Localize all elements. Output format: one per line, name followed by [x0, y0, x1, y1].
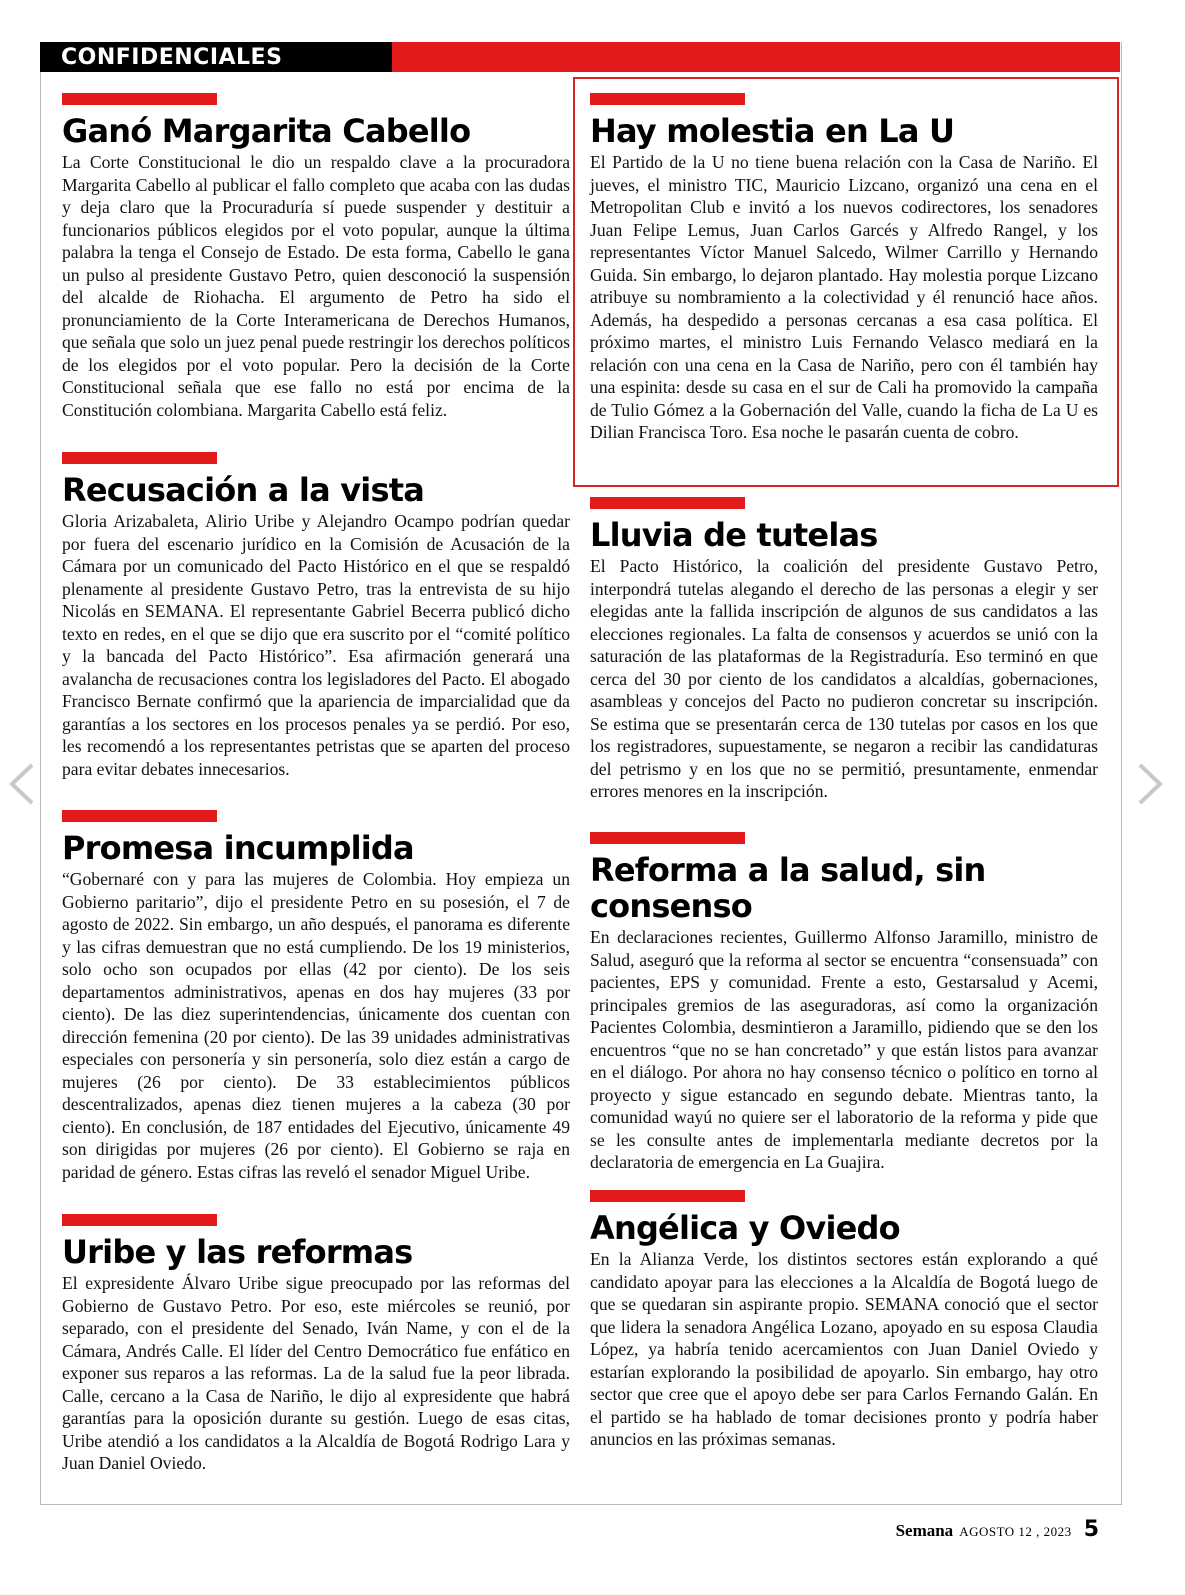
article-accent-bar [62, 810, 217, 822]
issue-date: AGOSTO 12 , 2023 [959, 1524, 1072, 1539]
article-recusacion-a-la-vista [62, 452, 570, 780]
article-body: En la Alianza Verde, los distintos sectores están explorando a qué candidato apoyar para las elecciones a la Alcaldía de Bogotá luego de que se quedaran sin aspirante propio. SEMANA conoció que el sector que lidera la senadora Angélica Lozano, apoyado en su esposa Claudia López, ya habría tenido acercamientos con Juan Daniel Oviedo y estarían explorando la posibilidad de apoyarlo. Sin embargo, hay otro sector que cree que el apoyo debe ser para Carlos Fernando Galán. En el partido se ha hablado de tomar decisiones pronto y podría haber anuncios en las próximas semanas. [590, 1249, 1098, 1449]
article-uribe-y-las-reformas [62, 1214, 570, 1475]
section-title: CONFIDENCIALES [61, 45, 283, 70]
magazine-name: Semana [895, 1521, 954, 1540]
article-promesa-incumplida [62, 810, 570, 1183]
article-title: Reforma a la salud, sin consenso [590, 851, 986, 925]
article-body: El Partido de la U no tiene buena relación con la Casa de Nariño. El jueves, el ministro TIC, Mauricio Lizcano, organizó una cena en el Metropolitan Club e invitó a los nuevos codirectores, los senadores Juan Felipe Lemus, Juan Carlos Garcés y Alfredo Rangel, y los representantes Víctor Manuel Salcedo, Wilmer Carrillo y Hernando Guida. Sin embargo, lo dejaron plantado. Hay molestia porque Lizcano atribuye su nombramiento a la colectividad y él renunció hace años. Además, ha despedido a personas cercanas a esa casa política. El próximo martes, el ministro Luis Fernando Velasco mediará en la relación con una cena en la Casa de Nariño, pero con él también hay una espinita: desde su casa en el sur de Cali ha promovido la campaña de Tulio Gómez a la Gobernación del Valle, cuando la ficha de La U es Dilian Francisca Toro. Esa noche le pasarán cuenta de cobro. [590, 152, 1098, 442]
article-reforma-a-la-salud [590, 832, 1098, 1174]
article-gano-margarita-cabello [62, 93, 570, 421]
article-body: La Corte Constitucional le dio un respaldo clave a la procuradora Margarita Cabello al publicar el fallo completo que acaba con las dudas y deja claro que la Procuraduría sí puede suspender y destituir a funcionarios públicos elegidos por el voto popular, aunque la última palabra la tenga el Consejo de Estado. De esta forma, Cabello le gana un pulso al presidente Gustavo Petro, quien desconoció la suspensión del alcalde de Riohacha. El argumento de Petro ha sido el pronunciamiento de la Corte Interamericana de Derechos Humanos, que señala que solo un juez penal puede restringir los derechos políticos de los elegidos por el voto popular. Pero la decisión de la Corte Constitucional señala que ese fallo no está por encima de la Constitución colombiana. Margarita Cabello está feliz. [62, 152, 570, 420]
article-title: Recusación a la vista [62, 471, 424, 509]
chevron-right-icon [1132, 762, 1166, 806]
article-lluvia-de-tutelas [590, 497, 1098, 803]
next-page-button[interactable] [1132, 762, 1166, 806]
article-accent-bar [62, 1214, 217, 1226]
article-body: El Pacto Histórico, la coalición del presidente Gustavo Petro, interpondrá tutelas alegando el derecho de las personas a elegir y ser elegidas ante la fallida inscripción de algunos de sus candidatos a las elecciones regionales. La falta de consensos y acuerdos se unió con la saturación de las plataformas de la Registraduría. Eso terminó en que cerca del 30 por ciento de los candidatos a alcaldías, gobernaciones, asambleas y concejos del Pacto no pudieron concretar su inscripción. Se estima que se presentarán cerca de 130 tutelas por casos en los que los registradores, supuestamente, se negaron a recibir las candidaturas del petrismo y en los que no se permitió, presuntamente, enmendar errores menores en la inscripción. [590, 556, 1098, 801]
article-hay-molestia-en-la-u [590, 93, 1098, 444]
article-accent-bar [590, 832, 745, 844]
section-header-red [392, 42, 1120, 72]
article-title: Uribe y las reformas [62, 1233, 413, 1271]
article-accent-bar [590, 497, 745, 509]
chevron-left-icon [6, 762, 40, 806]
article-accent-bar [590, 1190, 745, 1202]
page-footer [896, 1517, 1099, 1542]
article-title: Lluvia de tutelas [590, 516, 878, 554]
article-angelica-y-oviedo [590, 1190, 1098, 1451]
page-number: 5 [1083, 1517, 1099, 1542]
article-body: En declaraciones recientes, Guillermo Alfonso Jaramillo, ministro de Salud, aseguró que la reforma al sector se encuentra “consensuada” con pacientes, EPS y comunidad. Frente a esto, Gestarsalud y Acemi, principales gremios de las aseguradoras, así como la organización Pacientes Colombia, desmintieron a Jaramillo, pidiendo que se den los encuentros “que no se han concretado” y que están listos para avanzar en el diálogo. Por ahora no hay consenso técnico o político en torno al proyecto y sigue estancado en segundo debate. Mientras tanto, la comunidad wayú no quiere ser el laboratorio de la reforma y pide que se les consulte antes de implementarla mediante decretos por la declaratoria de emergencia en La Guajira. [590, 927, 1098, 1172]
article-accent-bar [590, 93, 745, 105]
article-title: Angélica y Oviedo [590, 1209, 900, 1247]
article-accent-bar [62, 93, 217, 105]
previous-page-button[interactable] [6, 762, 40, 806]
article-title: Promesa incumplida [62, 829, 414, 867]
article-title: Hay molestia en La U [590, 112, 955, 150]
article-accent-bar [62, 452, 217, 464]
article-body: “Gobernaré con y para las mujeres de Colombia. Hoy empieza un Gobierno paritario”, dijo el presidente Petro en su posesión, el 7 de agosto de 2022. Sin embargo, un año después, el panorama es diferente y las cifras demuestran que no está cumpliendo. De los 19 ministerios, solo ocho son ocupados por ellas (42 por ciento). De los seis departamentos administrativos, apenas en dos hay mujeres (33 por ciento). De las diez superintendencias, únicamente dos cuentan con dirección femenina (20 por ciento). De las 39 unidades administrativas especiales con personería y sin personería, solo diez están a cargo de mujeres (26 por ciento). De 33 establecimientos públicos descentralizados, apenas diez tienen mujeres a la cabeza (30 por ciento). En conclusión, de 187 entidades del Ejecutivo, únicamente 49 son dirigidas por mujeres (26 por ciento). El Gobierno se raja en paridad de género. Estas cifras las reveló el senador Miguel Uribe. [62, 869, 570, 1182]
section-header-bar [40, 42, 1120, 72]
article-title: Ganó Margarita Cabello [62, 112, 471, 150]
article-body: Gloria Arizabaleta, Alirio Uribe y Alejandro Ocampo podrían quedar por fuera del escenario jurídico en la Comisión de Acusación de la Cámara por un comunicado del Pacto Histórico en el que se respaldó plenamente al presidente Gustavo Petro, tras la entrevista de su hijo Nicolás en SEMANA. El representante Gabriel Becerra publicó dicho texto en redes, en el que se dijo que era suscrito por el “comité político y la bancada del Pacto Histórico”. Esa afirmación generará una avalancha de recusaciones contra los legisladores del Pacto. El abogado Francisco Bernate confirmó que la apariencia de imparcialidad que da garantías a los sectores en los procesos penales ya se perdió. Por eso, les recomendó a los representantes petristas que se aparten del proceso para evitar debates innecesarios. [62, 511, 570, 779]
article-body: El expresidente Álvaro Uribe sigue preocupado por las reformas del Gobierno de Gustavo Petro. Por eso, este miércoles se reunió, por separado, con el presidente del Senado, Iván Name, y con el de la Cámara, Andrés Calle. El líder del Centro Democrático fue enfático en exponer sus reparos a las reformas. La de la salud fue la peor librada. Calle, cercano a la Casa de Nariño, le dijo al expresidente que habrá garantías para la oposición durante su gestión. Luego de esas citas, Uribe atendió a los candidatos a la Alcaldía de Bogotá Rodrigo Lara y Juan Daniel Oviedo. [62, 1273, 570, 1473]
